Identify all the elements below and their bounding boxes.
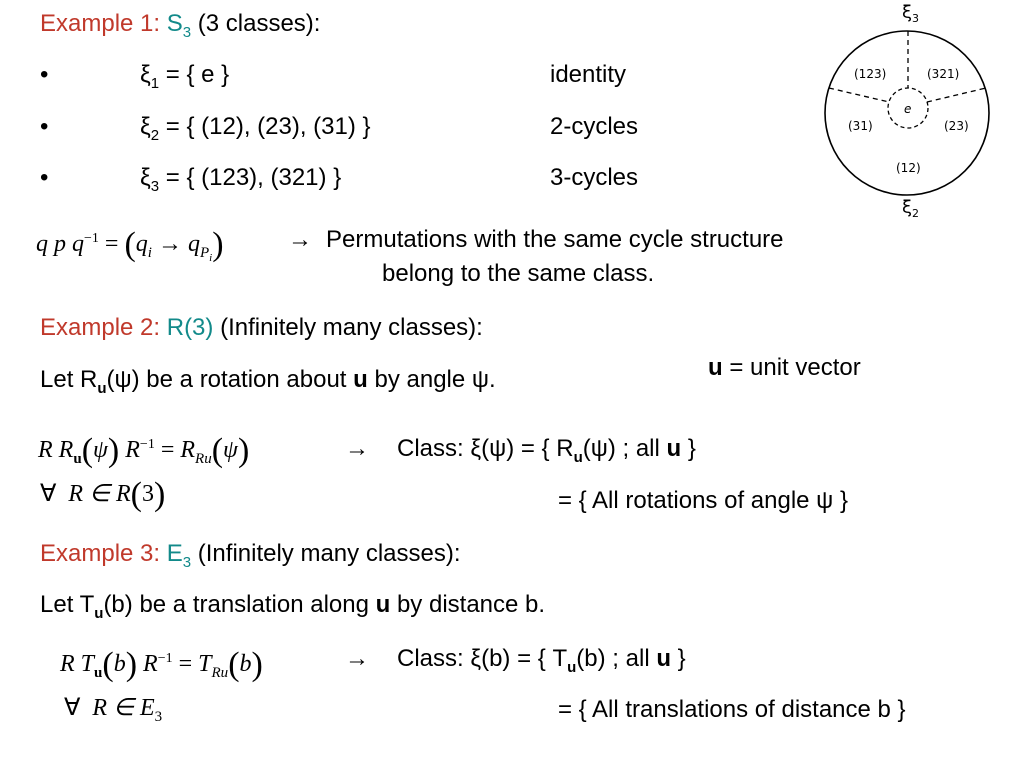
rotation-forall: ∀ R ∈ R(3) <box>40 476 166 513</box>
group-name: $S_3$ <box>166 10 192 41</box>
example2-let: Let $R_u(\psi)$ be a rotation about u by angle ψ. <box>40 366 496 397</box>
example3-let: Let $T_u(b)$ be a translation along u by distance b. <box>40 591 546 622</box>
xi3-label: $\xi_3$ <box>902 2 920 25</box>
translation-formula: R $T_u(b) R^{-1} = T_{Ru}(b)$ <box>60 646 263 683</box>
note-line-1: Permutations with the same cycle structure <box>326 226 784 253</box>
label-23: (23) <box>944 119 969 133</box>
translation-class: Class: ξ(b) = { $T_u(b)$ ; all u } <box>397 645 686 676</box>
s3-class-diagram <box>820 0 1004 226</box>
label-321: (321) <box>927 67 960 81</box>
bullet: • <box>40 61 49 88</box>
class-set-3: $\xi_3$ = { (123), (321) } <box>140 164 342 195</box>
example3-heading: Example 3: $E_3$ (Infinitely many classes): <box>40 540 461 571</box>
translation-class-description: = { All translations of distance b } <box>558 696 906 723</box>
example-number: 1: <box>140 10 161 37</box>
xi2-label: $\xi_2$ <box>902 197 920 220</box>
rotation-class: Class: ξ(ψ) = { $R_u(\psi)$ ; all u } <box>397 435 696 466</box>
label-12: (12) <box>896 161 921 175</box>
class-set-1: $\xi_1$ = { e } <box>140 61 230 92</box>
example1-heading <box>40 12 320 40</box>
label-123: (123) <box>854 67 887 81</box>
arrow: → <box>345 645 369 672</box>
class-name-3: 3-cycles <box>550 164 639 191</box>
conjugation-formula: q p $q^{-1} = (q_i \to q_{P_i})$ <box>36 226 224 264</box>
example2-heading: Example 2: R(3) (Infinitely many classes): <box>40 314 483 341</box>
divider-right <box>927 88 986 102</box>
example-label: Example <box>40 10 134 37</box>
rotation-class-description: = { All rotations of angle ψ } <box>558 487 848 514</box>
bullet: • <box>40 113 49 140</box>
arrow: → <box>345 435 369 462</box>
class-set-2: $\xi_2$ = { (12), (23), (31) } <box>140 113 371 144</box>
label-e: e <box>904 102 912 116</box>
arrow: → <box>288 226 312 253</box>
example-description: (3 classes): <box>197 10 321 37</box>
divider-left <box>829 88 889 102</box>
translation-forall: ∀ R ∈ $E_3$ <box>64 695 163 725</box>
unit-vector-note: u = unit vector <box>708 354 861 381</box>
rotation-formula: R $R_u(\psi) R^{-1} = R_{Ru}(\psi)$ <box>38 432 250 469</box>
class-name-1: identity <box>550 61 627 88</box>
note-line-2: belong to the same class. <box>382 260 655 287</box>
class-name-2: 2-cycles <box>550 113 639 140</box>
bullet: • <box>40 164 49 191</box>
label-31: (31) <box>848 119 873 133</box>
